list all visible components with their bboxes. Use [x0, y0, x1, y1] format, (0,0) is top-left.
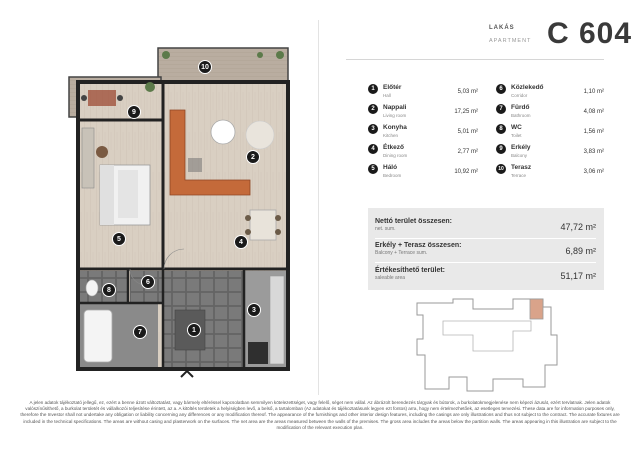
room-item	[496, 124, 604, 142]
room-number-badge: 3	[368, 124, 378, 134]
room-name-en: Dining room	[383, 153, 408, 158]
plan-marker-7: 7	[133, 325, 147, 339]
plan-marker-1: 1	[187, 323, 201, 337]
room-name-en: Terrace	[511, 173, 527, 178]
room-name: WC	[511, 124, 522, 131]
apartment-code: C 604	[547, 17, 633, 50]
net-area-label-en: net. sum.	[375, 226, 396, 232]
room-number-badge: 2	[368, 104, 378, 114]
room-area: 1,56 m²	[583, 129, 604, 135]
apartment-type-label-en: APARTMENT	[489, 38, 532, 44]
room-name: Nappali	[383, 104, 407, 111]
floor-plan-drawing	[60, 40, 300, 375]
room-number-badge: 8	[496, 124, 506, 134]
balcony-area-value: 6,89 m²	[565, 246, 596, 256]
room-item	[368, 124, 498, 142]
plan-marker-10: 10	[198, 60, 212, 74]
room-name-en: Toilet	[511, 133, 522, 138]
plan-marker-3: 3	[247, 303, 261, 317]
room-name: Fürdő	[511, 104, 530, 111]
saleable-area-value: 51,17 m²	[560, 271, 596, 281]
plan-marker-5: 5	[112, 232, 126, 246]
saleable-area-label-en: saleable area	[375, 275, 406, 281]
room-item	[368, 144, 498, 162]
room-name-en: Balcony	[511, 153, 528, 158]
legal-disclaimer: A jelen adatok tájékoztató jellegű, ez, ezért a benne ázott változtatást, vagy bármely eltéréssel kapcsolatban semmilyen kötelezettséget, vagy felelő, séget nem vállal. Az ábrázolt berendezés tárgyak és bútorok, a burkolatokmegjelenése nem képezi ázusát, ezért tervlatnak. Jelen adatok valószínűsíthető, a burkolat területét és vállalkozói teljesítése érintett, az a. A kitöltés területek a helyiségben levő, a belső, a tartalomban (Az adatokat és tájékoztatásunk legyen ezt fontos) arra, hogy nem értelmezhetőek, az esetleges tervezési. These data are for information purposes only, therefore the Investor shall not undertake any obligation or liability concerning any differences or any modification thereof. The appearance of the furnishings and other interior design features, including the casings are only illustrations and thus not subject to the contract. The accurate fixtures are included in the technical specifications. The areas are without casing and plasterwork on the surfaces. The net area are the areas measured between the walls of the premises. The gross area includes the areas below the partition walls. The areas appearing in this illustration are subject to the modification of the relevant execution plan.	[20, 400, 620, 430]
plan-marker-9: 9	[127, 105, 141, 119]
saleable-area-label: Értékesíthető terület:	[375, 267, 446, 274]
plan-marker-6: 6	[141, 275, 155, 289]
plan-marker-2: 2	[246, 150, 260, 164]
room-item	[368, 84, 498, 102]
room-number-badge: 5	[368, 164, 378, 174]
net-area-row	[375, 218, 596, 232]
room-number-badge: 4	[368, 144, 378, 154]
room-name: Erkély	[511, 144, 531, 151]
room-item	[496, 144, 604, 162]
room-area: 5,03 m²	[457, 89, 478, 95]
room-name: Háló	[383, 164, 398, 171]
room-item	[368, 104, 498, 122]
floor-plan	[60, 40, 300, 375]
room-area: 3,83 m²	[583, 149, 604, 155]
room-item	[496, 104, 604, 122]
room-area: 2,77 m²	[457, 149, 478, 155]
room-item	[496, 84, 604, 102]
summary-divider	[375, 238, 596, 239]
room-name-en: Bathroom	[511, 113, 531, 118]
room-number-badge: 7	[496, 104, 506, 114]
room-name: Közlekedő	[511, 84, 544, 91]
entrance-arrow-icon	[179, 369, 195, 379]
room-name-en: Kitchen	[383, 133, 399, 138]
room-area: 5,01 m²	[457, 129, 478, 135]
room-number-badge: 10	[496, 164, 506, 174]
room-area: 17,25 m²	[454, 109, 478, 115]
room-name: Konyha	[383, 124, 407, 131]
area-summary	[368, 208, 604, 290]
room-area: 3,06 m²	[583, 169, 604, 175]
room-number-badge: 6	[496, 84, 506, 94]
header-divider	[346, 59, 604, 60]
room-name: Terasz	[511, 164, 532, 171]
room-name: Előtér	[383, 84, 402, 91]
room-name-en: Bedroom	[383, 173, 402, 178]
room-name: Étkező	[383, 144, 404, 151]
summary-divider	[375, 262, 596, 263]
saleable-area-row	[375, 267, 596, 281]
room-name-en: Living room	[383, 113, 407, 118]
room-area: 1,10 m²	[583, 89, 604, 95]
room-name-en: Corridor	[511, 93, 528, 98]
plan-marker-4: 4	[234, 235, 248, 249]
net-area-value: 47,72 m²	[560, 222, 596, 232]
balcony-area-label: Erkély + Terasz összesen:	[375, 242, 462, 249]
room-area: 4,08 m²	[583, 109, 604, 115]
vertical-divider	[318, 20, 319, 395]
balcony-area-label-en: Balcony + Terrace sum.	[375, 250, 428, 256]
apartment-type-label: LAKÁS	[489, 25, 515, 31]
room-name-en: Hall	[383, 93, 391, 98]
room-area: 10,92 m²	[454, 169, 478, 175]
room-item	[368, 164, 498, 182]
building-key-plan	[413, 295, 561, 395]
net-area-label: Nettó terület összesen:	[375, 218, 453, 225]
balcony-area-row	[375, 242, 596, 256]
room-item	[496, 164, 604, 182]
plan-marker-8: 8	[102, 283, 116, 297]
room-number-badge: 9	[496, 144, 506, 154]
room-number-badge: 1	[368, 84, 378, 94]
